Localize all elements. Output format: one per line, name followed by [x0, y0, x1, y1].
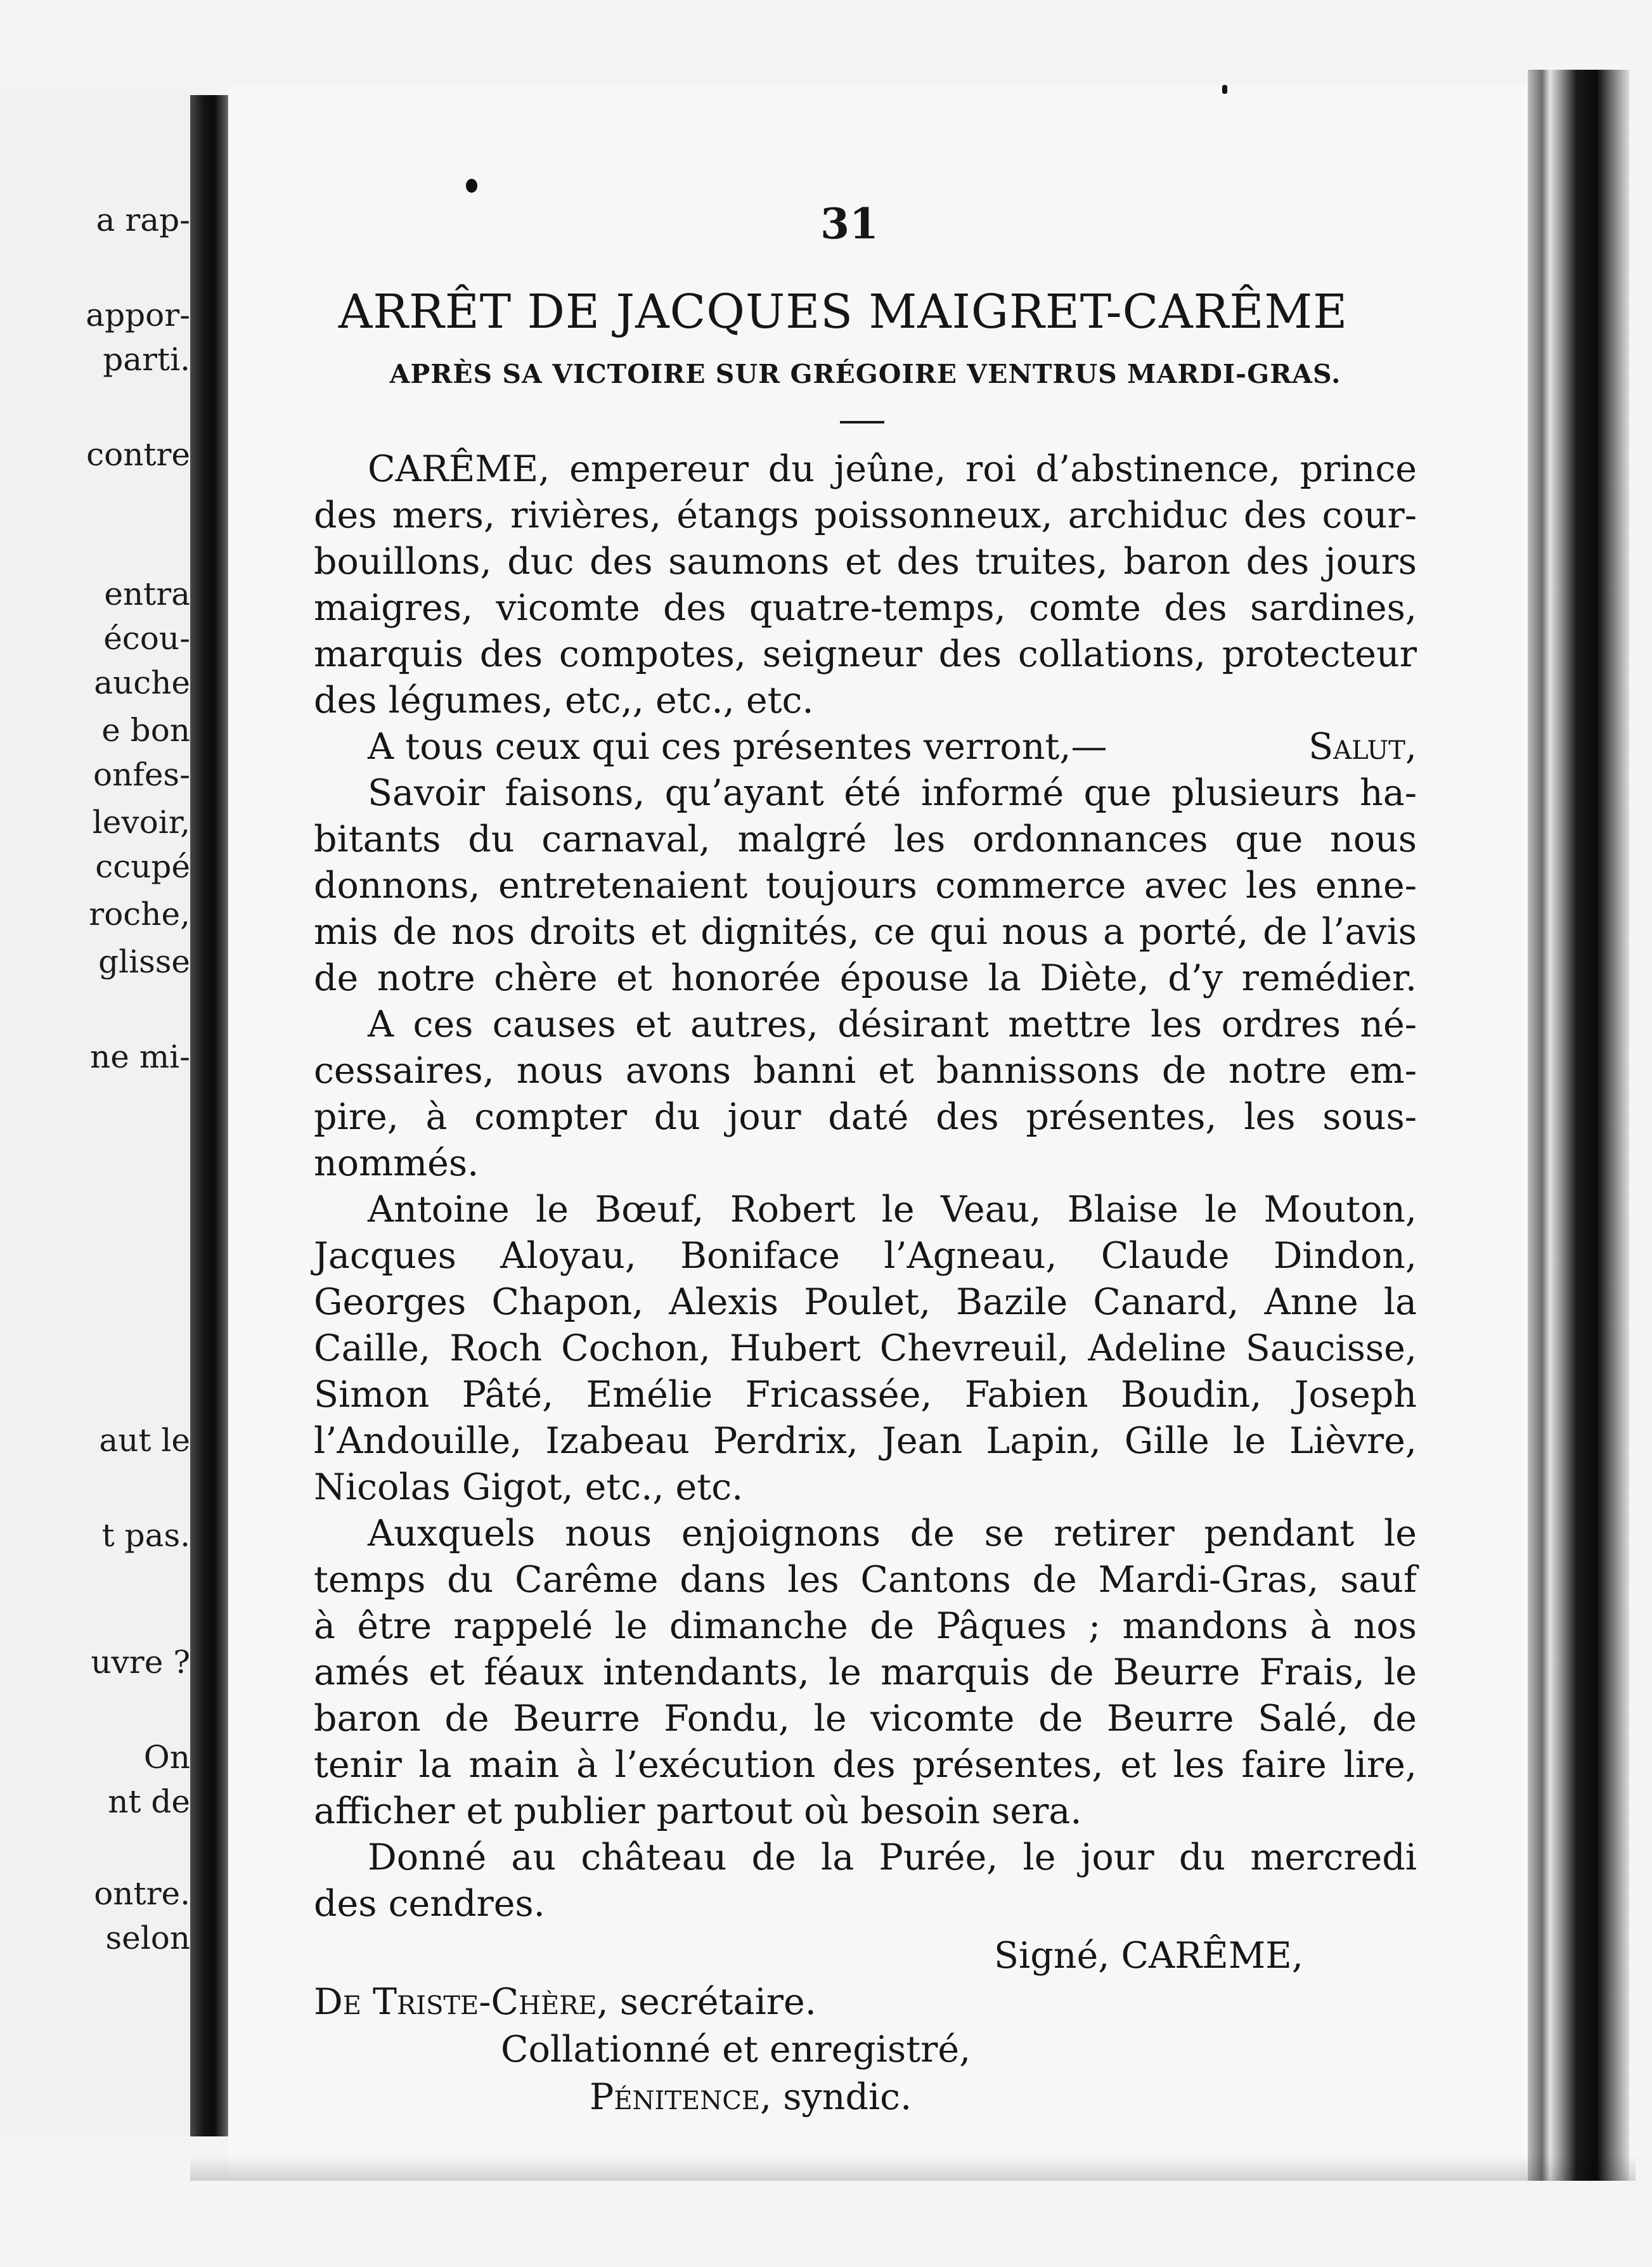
text-line: maigres, vicomte des quatre-temps, comte des sardines,: [314, 587, 1417, 629]
text-line: pire, à compter du jour daté des présentes, les sous-: [314, 1096, 1417, 1138]
syndic-role: , syndic.: [760, 2076, 912, 2118]
page-subtitle: APRÈS SA VICTOIRE SUR GRÉGOIRE VENTRUS MARDI-GRAS.: [389, 359, 1341, 389]
left-page-fragment: uvre ?: [91, 1644, 190, 1681]
left-page-fragment: contre: [86, 436, 190, 473]
title-rule: [840, 421, 884, 423]
left-page-fragment: parti.: [103, 341, 190, 378]
text-line: Auxquels nous enjoignons de se retirer pendant le: [368, 1513, 1417, 1554]
text-line: Donné au château de la Purée, le jour du mercredi: [368, 1837, 1417, 1878]
signed-careme: Signé, CARÊME,: [994, 1935, 1303, 1977]
page-shadow: [190, 2155, 1636, 2181]
text-line: CARÊME, empereur du jeûne, roi d’abstinence, prince: [368, 448, 1417, 490]
text-line: Simon Pâté, Emélie Fricassée, Fabien Boudin, Joseph: [314, 1374, 1417, 1416]
text-line: de notre chère et honorée épouse la Diète, d’y remédier.: [314, 957, 1417, 999]
text-line: marquis des compotes, seigneur des collations, protecteur: [314, 633, 1417, 675]
left-page-fragment: auche: [94, 664, 190, 701]
text-line: mis de nos droits et dignités, ce qui nous a porté, de l’avis: [314, 911, 1417, 953]
text-line: A ces causes et autres, désirant mettre les ordres né-: [368, 1004, 1417, 1045]
text-line: donnons, entretenaient toujours commerce avec les enne-: [314, 865, 1417, 907]
left-page-fragment: a rap-: [96, 202, 190, 238]
left-page-fragment: nt de: [108, 1783, 190, 1820]
page-number: 31: [820, 199, 879, 249]
text-line: Savoir faisons, qu’ayant été informé que plusieurs ha-: [368, 772, 1417, 814]
page-edge: [1528, 70, 1629, 2181]
left-page-fragment: t pas.: [101, 1517, 190, 1554]
left-page-fragment: levoir,: [92, 804, 190, 841]
left-page-fragment: aut le: [99, 1422, 190, 1459]
text-line: Georges Chapon, Alexis Poulet, Bazile Canard, Anne la: [314, 1281, 1417, 1323]
text-line: afficher et publier partout où besoin sera.: [314, 1790, 1082, 1832]
left-page-fragment: onfes-: [93, 756, 190, 793]
text-line: amés et féaux intendants, le marquis de Beurre Frais, le: [314, 1651, 1417, 1693]
text-line: des cendres.: [314, 1883, 545, 1925]
text-line: cessaires, nous avons banni et bannissons de notre em-: [314, 1050, 1417, 1092]
text-line: baron de Beurre Fondu, le vicomte de Beurre Salé, de: [314, 1698, 1417, 1740]
left-page-fragment: ne mi-: [90, 1038, 190, 1075]
left-page-fragment: On: [143, 1739, 190, 1776]
text-line: Jacques Aloyau, Boniface l’Agneau, Claude Dindon,: [314, 1235, 1417, 1277]
text-line: des légumes, etc,, etc., etc.: [314, 680, 814, 721]
text-line: bouillons, duc des saumons et des truites, baron des jours: [314, 541, 1417, 583]
secretary-name: De Triste-Chère: [314, 1981, 597, 2023]
text-line: nommés.: [314, 1142, 479, 1184]
text-line: à être rappelé le dimanche de Pâques ; mandons à nos: [314, 1605, 1417, 1647]
text-line: Antoine le Bœuf, Robert le Veau, Blaise le Mouton,: [368, 1189, 1417, 1230]
text-line: l’Andouille, Izabeau Perdrix, Jean Lapin, Gille le Lièvre,: [314, 1420, 1417, 1462]
salut-word: Salut,: [1308, 726, 1417, 768]
left-page: [0, 89, 202, 2136]
secretary-line: [314, 1981, 816, 2023]
ink-speck: [1222, 85, 1227, 94]
syndic-line: [590, 2076, 912, 2118]
left-page-fragment: appor-: [86, 297, 190, 333]
text-line: Caille, Roch Cochon, Hubert Chevreuil, Adeline Saucisse,: [314, 1327, 1417, 1369]
left-page-fragment: ccupé: [95, 848, 190, 885]
text-line: temps du Carême dans les Cantons de Mardi-Gras, sauf: [314, 1559, 1417, 1601]
text-line: Nicolas Gigot, etc., etc.: [314, 1466, 744, 1508]
left-page-fragment: entra: [104, 576, 190, 612]
text-line: bitants du carnaval, malgré les ordonnances que nous: [314, 818, 1417, 860]
left-page-fragment: e bon: [101, 712, 190, 749]
collation-line: Collationné et enregistré,: [501, 2029, 971, 2070]
left-page-fragment: selon: [105, 1920, 190, 1956]
text-line: tenir la main à l’exécution des présentes, et les faire lire,: [314, 1744, 1417, 1786]
left-page-fragment: écou-: [103, 620, 190, 657]
salut-line: [368, 726, 1417, 768]
secretary-role: , secrétaire.: [597, 1981, 816, 2023]
page-title: ARRÊT DE JACQUES MAIGRET-CARÊME: [338, 285, 1348, 339]
left-page-fragment: roche,: [89, 896, 190, 933]
syndic-name: Pénitence: [590, 2076, 761, 2118]
salut-text: A tous ceux qui ces présentes verront,—: [368, 726, 1107, 768]
left-page-fragment: ontre.: [94, 1875, 190, 1912]
text-line: des mers, rivières, étangs poissonneux, archiduc des cour-: [314, 494, 1417, 536]
left-page-fragment: glisse: [98, 943, 190, 980]
ink-speck: [466, 179, 477, 193]
